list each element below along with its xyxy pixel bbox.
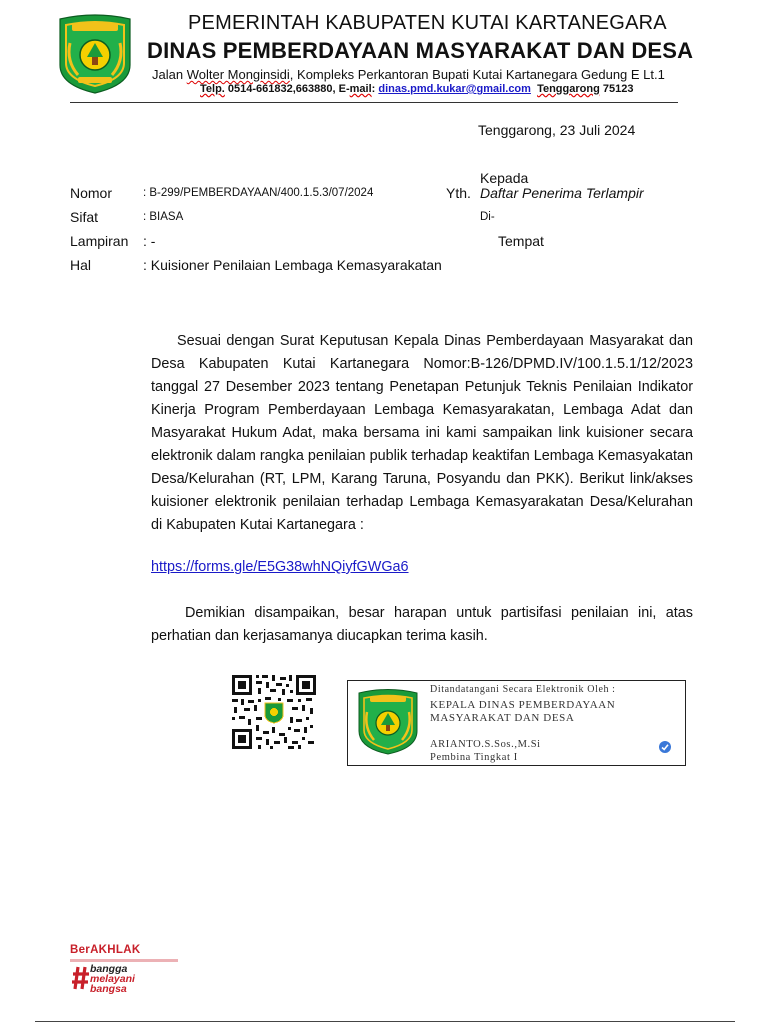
letter-date: Tenggarong, 23 Juli 2024 — [478, 122, 636, 138]
berakhlak-logo: BerAKHLAK bangga melayani bangsa — [70, 944, 185, 994]
qr-code — [232, 675, 316, 749]
signed-by-label: Ditandatangani Secara Elektronik Oleh : — [430, 684, 616, 695]
recipient-di-label: Di- — [480, 211, 495, 223]
hal-label: Hal — [70, 257, 92, 273]
body-paragraph-1: Sesuai dengan Surat Keputusan Kepala Dinas Pemberdayaan Masyarakat dan Desa Kabupaten Kutai Kartanegara Nomor:B-126/DPMD.IV/100.1.5.1/12/2023 tanggal 27 Desember 2023 tentang Penetapan Petunjuk Teknis Penilaian Indikator Kinerja Program Pemberdayaan Lembaga Kemasyarakatan, Lembaga Adat dan Masyarakat Hukum Adat, maka bersama ini kami sampaikan link kuisioner secara elektronik dalam rangka penilaian publik terhadap keaktifan Lembaga Kemasyakatan Desa/Kelurahan (RT, LPM, Karang Taruna, Posyandu dan PKK). Berikut link/akses kuisioner elektronik penilaian terhadap Lembaga Kemasyarakatan Desa/Kelurahan di Kabupaten Kutai Kartanegara : — [151, 333, 693, 533]
signer-name: ARIANTO.S.Sos.,M.Si — [430, 739, 541, 750]
signature-emblem — [356, 688, 420, 756]
letterhead-agency: DINAS PEMBERDAYAAN MASYARAKAT DAN DESA — [147, 38, 694, 63]
signer-position-line1: KEPALA DINAS PEMBERDAYAAN — [430, 699, 616, 711]
nomor-label: Nomor — [70, 185, 113, 201]
lampiran-value: : - — [143, 233, 156, 249]
hal-value: : Kuisioner Penilaian Lembaga Kemasyarakatan — [143, 257, 442, 273]
recipient-name: Daftar Penerima Terlampir — [480, 185, 644, 201]
sifat-label: Sifat — [70, 209, 99, 225]
kutai-kartanegara-emblem — [56, 13, 134, 95]
recipient-place: Tempat — [498, 233, 544, 249]
lampiran-label: Lampiran — [70, 233, 129, 249]
nomor-value: : B-299/PEMBERDAYAAN/400.1.5.3/07/2024 — [143, 187, 374, 199]
recipient-to-label: Kepada — [480, 170, 529, 186]
letterhead-divider — [70, 102, 678, 103]
signer-position-line2: MASYARAKAT DAN DESA — [430, 712, 575, 724]
sifat-value: : BIASA — [143, 211, 184, 223]
footer-divider — [35, 1021, 735, 1022]
letterhead-government: PEMERINTAH KABUPATEN KUTAI KARTANEGARA — [188, 12, 667, 34]
letterhead-address: Jalan Wolter Monginsidi, Kompleks Perkantoran Bupati Kutai Kartanegara Gedung E Lt.1 — [152, 67, 665, 82]
email-link[interactable]: dinas.pmd.kukar@gmail.com — [378, 83, 531, 95]
verified-check-icon — [658, 740, 672, 754]
letterhead-contact: Telp. 0514-661832,663880, E-mail: dinas.pmd.kukar@gmail.com Tenggarong 75123 — [200, 83, 634, 95]
recipient-yth-label: Yth. — [446, 185, 471, 201]
signer-rank: Pembina Tingkat I — [430, 752, 518, 763]
body-paragraph-2: Demikian disampaikan, besar harapan untuk partisifasi penilaian ini, atas perhatian dan kerjasamanya diucapkan terima kasih. — [151, 605, 693, 644]
questionnaire-link[interactable]: https://forms.gle/E5G38whNQiyfGWGa6 — [151, 559, 409, 575]
